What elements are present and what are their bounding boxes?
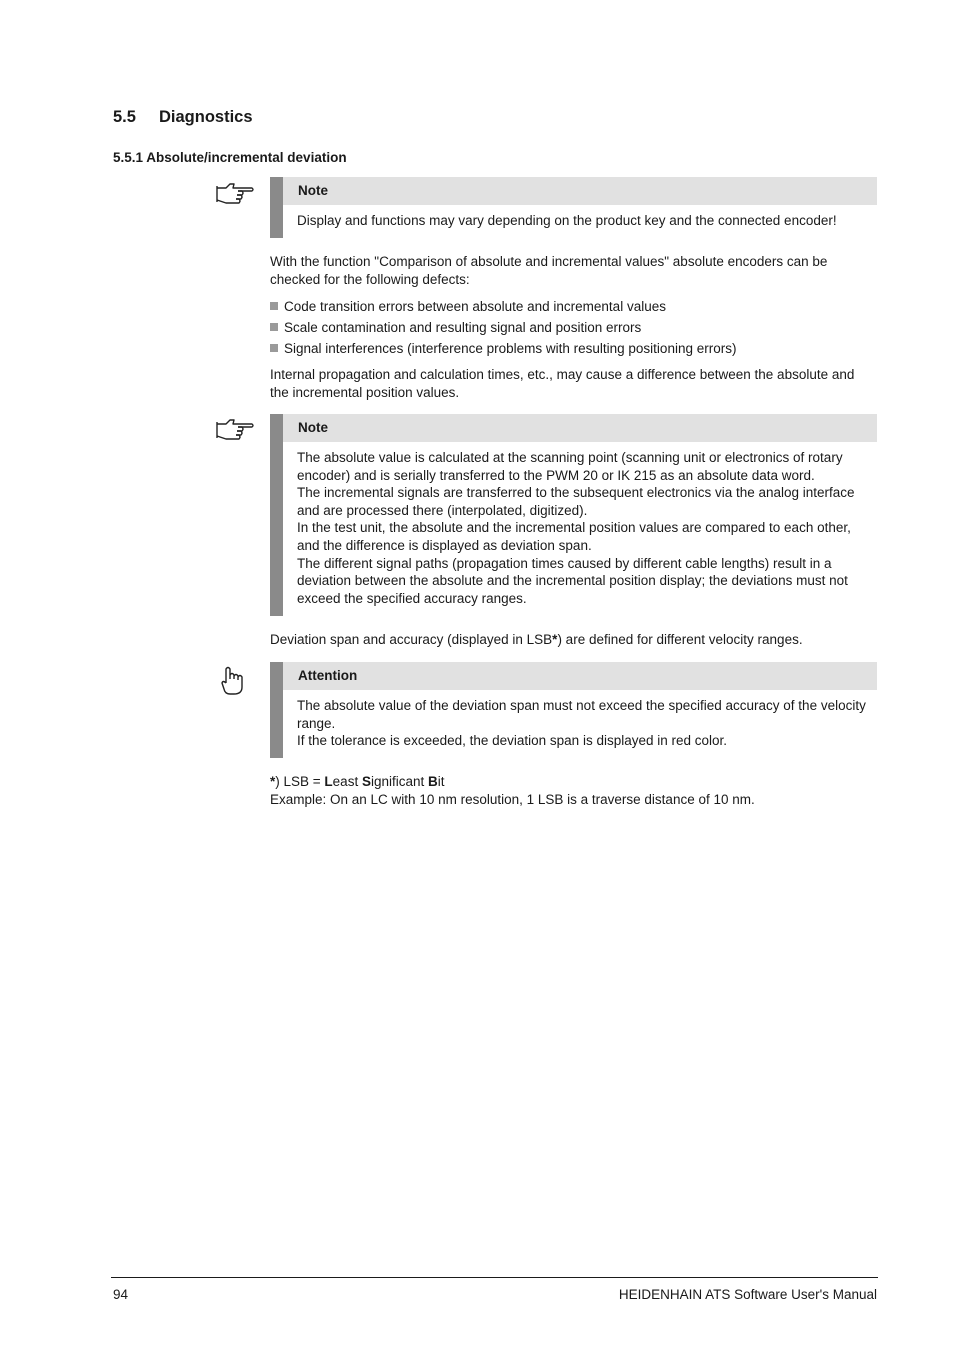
attention-heading: Attention: [283, 662, 877, 690]
intro-paragraph: With the function "Comparison of absolute and incremental values" absolute encoders can be checked for the following defects:: [270, 254, 828, 287]
note-text: Display and functions may vary depending on the product key and the connected encoder!: [297, 213, 837, 228]
propagation-paragraph: Internal propagation and calculation times, etc., may cause a difference between the absolute and the incremental position values.: [270, 367, 855, 400]
bullet-square-icon: [270, 302, 278, 310]
section-number: 5.5: [113, 108, 136, 126]
footer-divider: [111, 1277, 878, 1278]
lsb-footnote: *) LSB = Least Significant Bit Example: On an LC with 10 nm resolution, 1 LSB is a traverse distance of 10 nm.: [270, 773, 875, 808]
section-title: Diagnostics: [159, 108, 253, 126]
bullet-square-icon: [270, 344, 278, 352]
section-heading: [113, 108, 253, 127]
pointing-hand-icon: [212, 414, 256, 444]
manual-title: HEIDENHAIN ATS Software User's Manual: [618, 1287, 877, 1302]
attention-bar: [270, 662, 283, 758]
lsb-example: Example: On an LC with 10 nm resolution, 1 LSB is a traverse distance of 10 nm.: [270, 791, 755, 807]
attention-box: [270, 662, 877, 758]
list-item: Scale contamination and resulting signal and position errors: [270, 317, 875, 338]
note-bar: [270, 177, 283, 238]
raised-hand-icon: [212, 663, 256, 697]
bullet-square-icon: [270, 323, 278, 331]
subsection-heading: 5.5.1 Absolute/incremental deviation: [113, 150, 347, 165]
defect-list: [270, 296, 875, 359]
list-item: Signal interferences (interference problems with resulting positioning errors): [270, 338, 875, 359]
pointing-hand-icon: [212, 178, 256, 208]
note-bar: [270, 414, 283, 616]
note-box: [270, 177, 877, 238]
attention-text: The absolute value of the deviation span must not exceed the specified accuracy of the velocity range. If the tolerance is exceeded, the deviation span is displayed in red color.: [297, 698, 866, 749]
deviation-paragraph: Deviation span and accuracy (displayed in LSB*) are defined for different velocity ranges.: [270, 632, 803, 647]
page-number: 94: [113, 1287, 129, 1302]
note-box: [270, 414, 877, 616]
note-heading: Note: [283, 414, 877, 442]
list-item: Code transition errors between absolute and incremental values: [270, 296, 875, 317]
note-heading: Note: [283, 177, 877, 205]
note-text: The absolute value is calculated at the scanning point (scanning unit or electronics of rotary encoder) and is serially transferred to the PWM 20 or IK 215 as an absolute data word. The incremental signals are transferred to the subsequent electronics via the analog interface and are processed there (interpolated, digitized). In the test unit, the absolute and the incremental position values are compared to each other, and the difference is displayed as deviation span. The different signal paths (propagation times caused by different cable lengths) result in a deviation between the absolute and the incremental position display; the deviations must not exceed the specified accuracy ranges.: [297, 450, 855, 606]
